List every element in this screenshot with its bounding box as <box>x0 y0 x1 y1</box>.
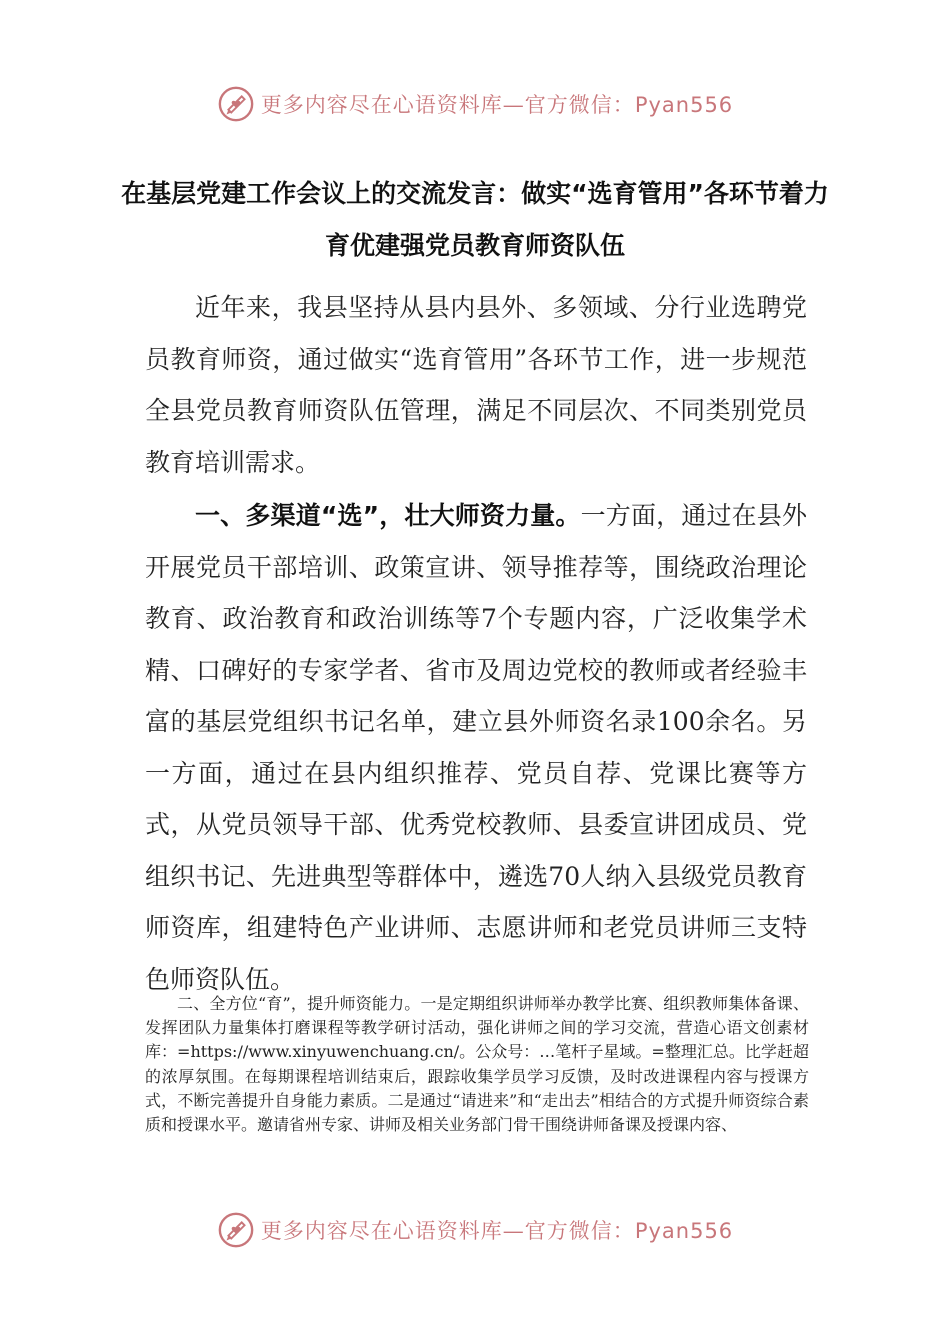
banner-text <box>261 89 733 119</box>
banner-message: 更多内容尽在心语资料库—官方微信： <box>260 93 635 117</box>
header-banner <box>0 82 950 126</box>
section-one-heading: 一、多渠道“选”，壮大师资力量。 <box>195 501 581 530</box>
pen-heart-logo-icon <box>217 1211 255 1249</box>
paragraph-intro: 近年来，我县坚持从县内县外、多领域、分行业选聘党员教育师资，通过做实“选育管用”各环节工作，进一步规范全县党员教育师资队伍管理，满足不同层次、不同类别党员教育培训需求。 <box>145 293 807 477</box>
banner-message: 更多内容尽在心语资料库—官方微信： <box>260 1219 635 1243</box>
paragraph-section-two: 二、全方位“育”，提升师资能力。一是定期组织讲师举办教学比赛、组织教师集体备课、发挥团队力量集体打磨课程等教学研讨活动，强化讲师之间的学习交流，营造心语文创素材库：=https://www.xinyuwenchuang.cn/。公众号：…笔杆子星域。=整理汇总。比学赶超的浓厚氛围。在每期课程培训结束后，跟踪收集学员学习反馈，及时改进课程内容与授课方式，不断完善提升自身能力素质。二是通过“请进来”和“走出去”相结合的方式提升师资综合素质和授课水平。邀请省州专家、讲师及相关业务部门骨干围绕讲师备课及授课内容、 <box>145 994 809 1135</box>
paragraph-section-one <box>145 490 807 1005</box>
banner-wechat-id: Pyan556 <box>634 93 734 117</box>
banner-text <box>261 1215 733 1245</box>
document-title: 在基层党建工作会议上的交流发言：做实“选育管用”各环节着力育优建强党员教育师资队伍 <box>121 179 829 260</box>
banner-wechat-id: Pyan556 <box>634 1219 734 1243</box>
footer-banner <box>0 1208 950 1252</box>
pen-heart-logo-icon <box>217 85 255 123</box>
section-one-text: 一方面，通过在县外开展党员干部培训、政策宣讲、领导推荐等，围绕政治理论教育、政治教育和政治训练等7个专题内容，广泛收集学术精、口碑好的专家学者、省市及周边党校的教师或者经验丰富的基层党组织书记名单，建立县外师资名录100余名。另一方面，通过在县内组织推荐、党员自荐、党课比赛等方式，从党员领导干部、优秀党校教师、县委宣讲团成员、党组织书记、先进典型等群体中，遴选70人纳入县级党员教育师资库，组建特色产业讲师、志愿讲师和老党员讲师三支特色师资队伍。 <box>145 501 807 994</box>
